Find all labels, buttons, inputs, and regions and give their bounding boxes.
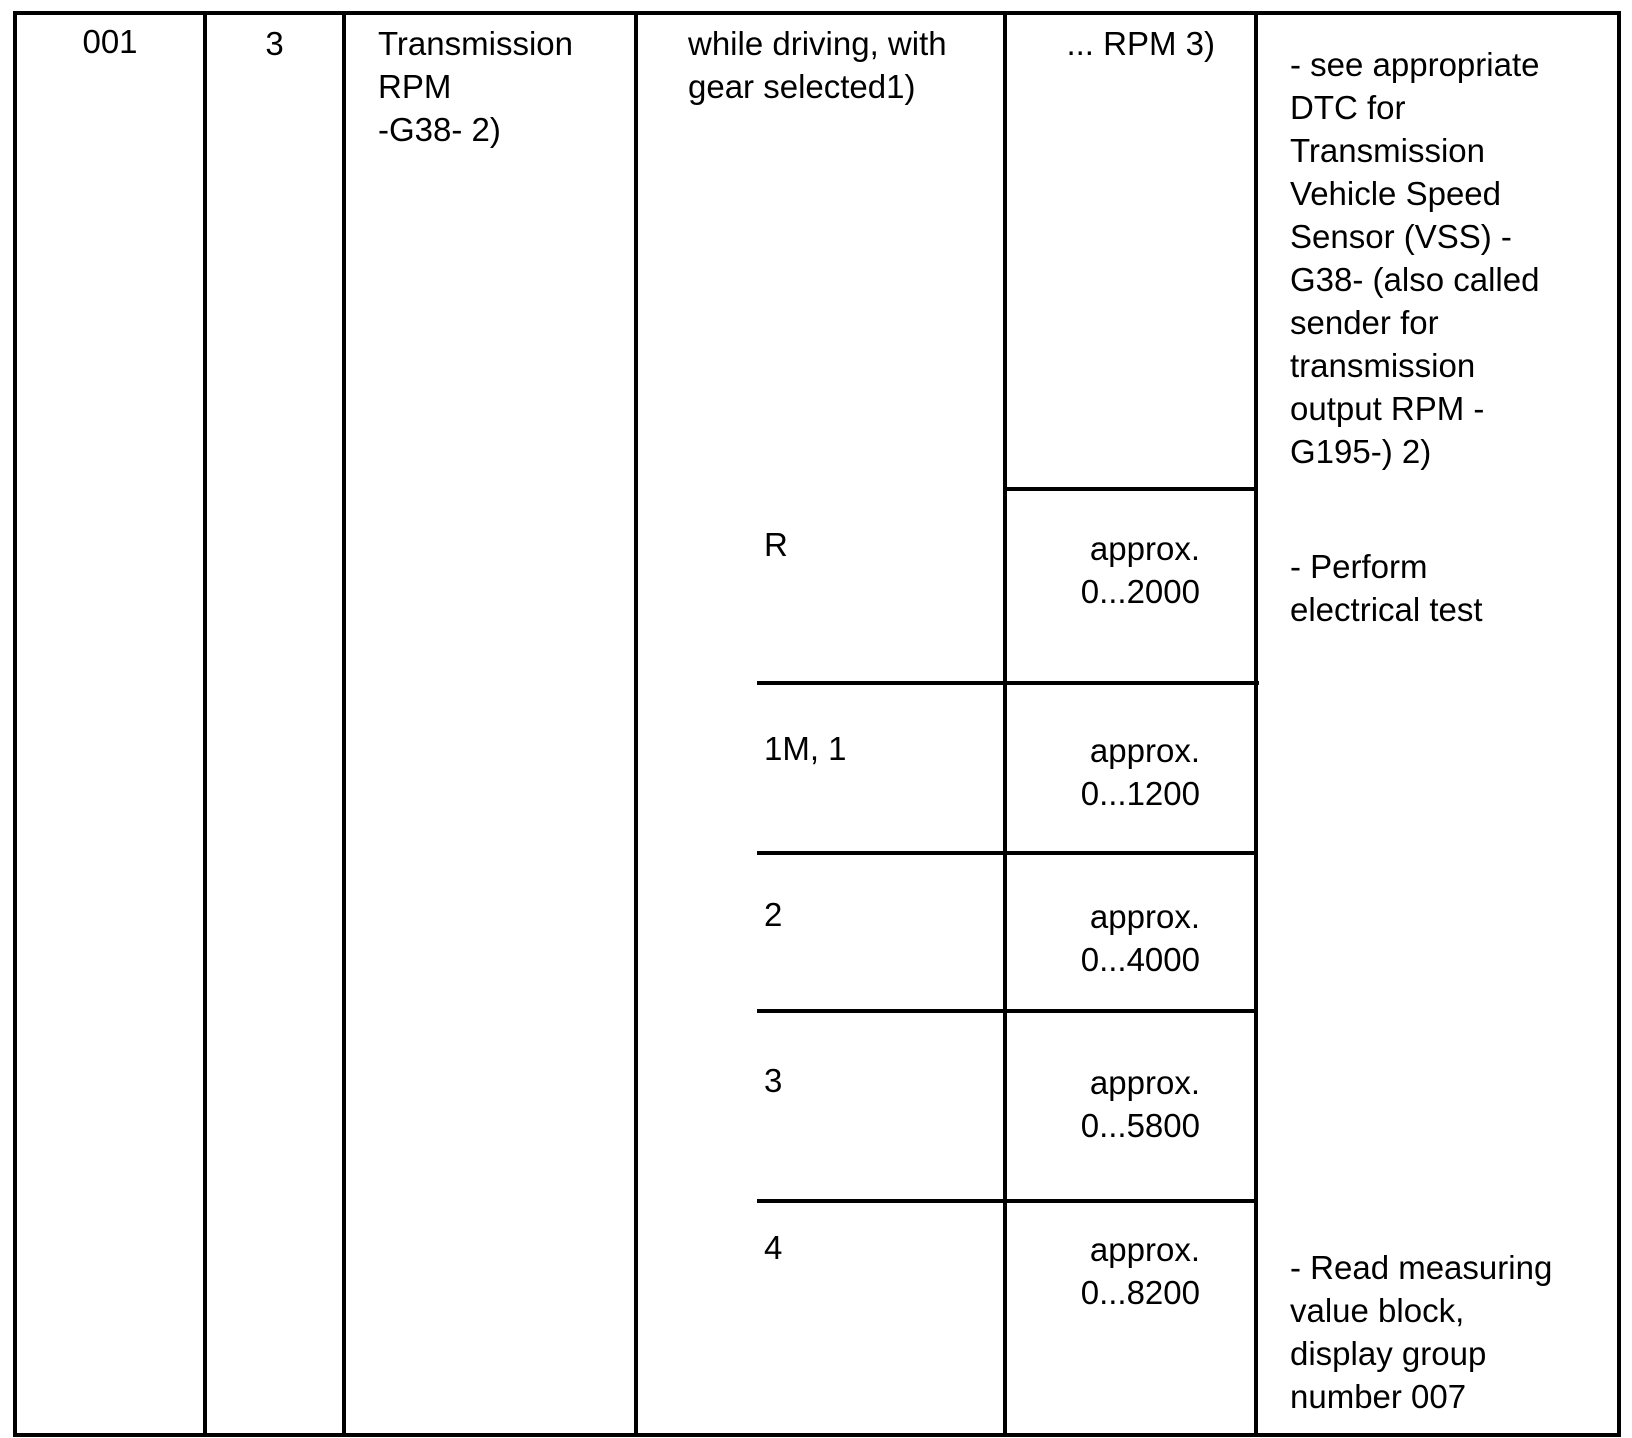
gear-rpm-value: approx. 0...1200	[1080, 732, 1200, 812]
gear-rpm-value: approx. 0...4000	[1080, 898, 1200, 978]
table-left-border	[13, 11, 17, 1437]
column-divider	[1254, 11, 1258, 1437]
remedy-read-value-block: - Read measuring value block, display group number 007	[1290, 1249, 1553, 1415]
specified-value-cell: ... RPM 3)	[1066, 25, 1215, 62]
row-divider	[1003, 487, 1254, 491]
display-zone-cell: 3	[265, 25, 284, 62]
table-right-border	[1617, 11, 1621, 1437]
row-divider	[757, 681, 1259, 685]
row-divider	[757, 1009, 1254, 1013]
table-top-border	[13, 11, 1621, 15]
gear-label: 4	[764, 1229, 783, 1266]
column-divider	[342, 11, 346, 1437]
gear-label: 3	[764, 1062, 783, 1099]
gear-label: 1M, 1	[764, 730, 847, 767]
row-divider	[757, 851, 1254, 855]
gear-rpm-value: approx. 0...5800	[1080, 1064, 1200, 1144]
gear-label: 2	[764, 896, 783, 933]
gear-rpm-value: approx. 0...2000	[1080, 530, 1200, 610]
table-bottom-border	[13, 1433, 1621, 1437]
column-divider	[203, 11, 207, 1437]
gear-label: R	[764, 526, 788, 563]
row-divider	[757, 1199, 1254, 1203]
condition-cell: while driving, with gear selected1)	[688, 25, 947, 105]
remedy-dtc-text: - see appropriate DTC for Transmission Vehicle Speed Sensor (VSS) - G38- (also called sender for transmission output RPM - G195-) 2)	[1290, 46, 1540, 470]
column-divider	[634, 11, 638, 1437]
gear-rpm-value: approx. 0...8200	[1080, 1231, 1200, 1311]
display-text-cell: Transmission RPM -G38- 2)	[378, 25, 573, 148]
remedy-electrical-test: - Perform electrical test	[1290, 548, 1483, 628]
column-divider	[1003, 11, 1007, 1437]
display-group-cell: 001	[82, 23, 138, 60]
